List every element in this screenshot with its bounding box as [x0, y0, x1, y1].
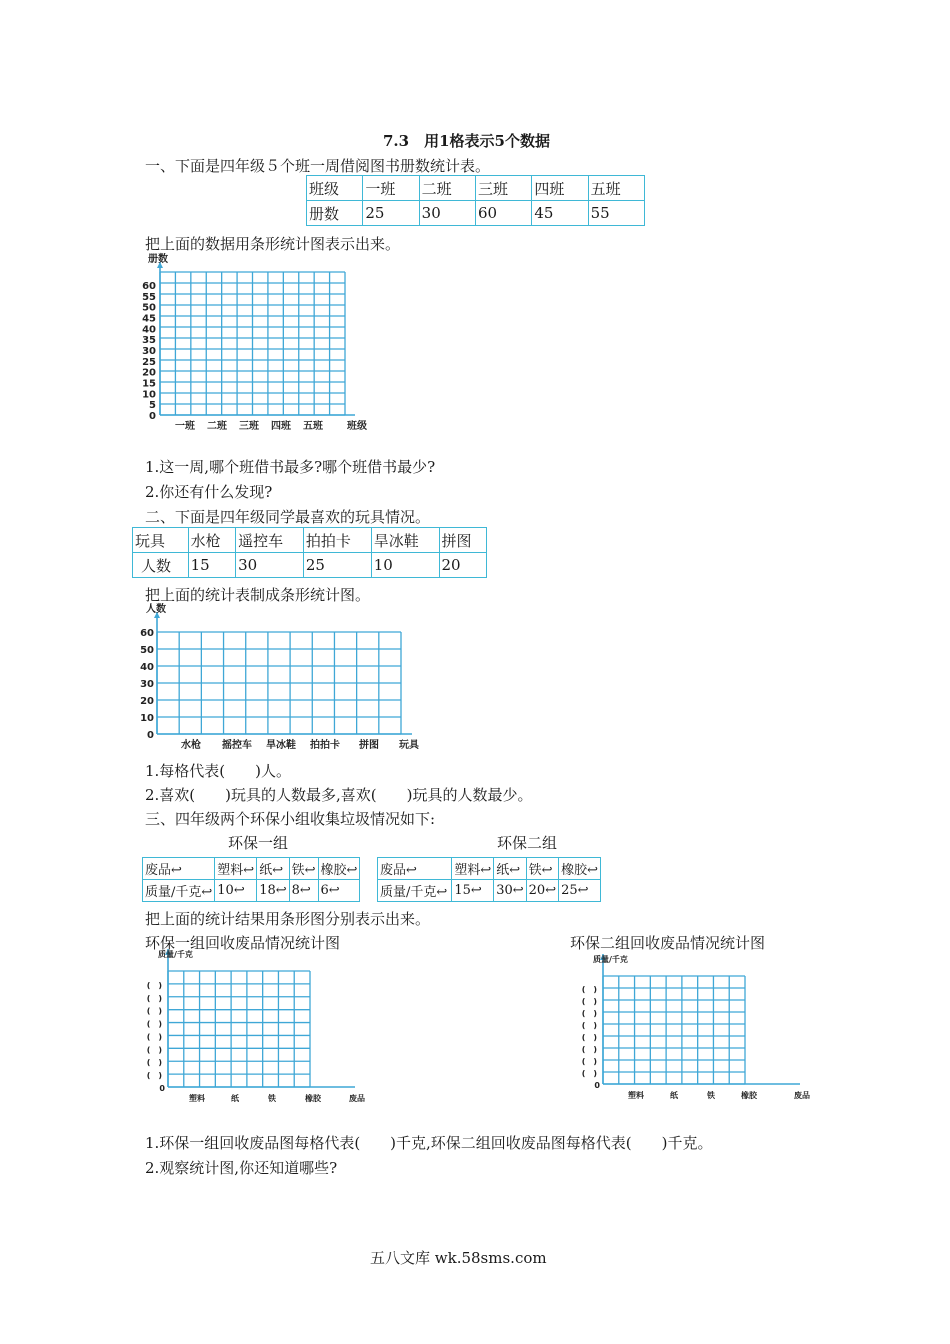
group2-table	[377, 857, 601, 902]
chart3-xtick-label: 塑料	[189, 1094, 205, 1103]
chart1-xlabel: 班级	[347, 421, 367, 432]
table-cell: 6↩	[318, 880, 360, 902]
chart4-yslot: ( )	[581, 1009, 597, 1018]
table-cell: 废品↩	[378, 858, 452, 880]
chart1-ytick-label: 5	[149, 400, 156, 412]
chart2-xtick-label: 摇控车	[222, 740, 252, 751]
chart3-xtick-label: 纸	[231, 1094, 239, 1103]
table-cell: 20	[439, 553, 486, 578]
table-row	[133, 528, 487, 553]
table-cell: 铁↩	[526, 858, 558, 880]
section1-question-2: 2.你还有什么发现?	[145, 483, 273, 501]
table-cell: 人数	[133, 553, 189, 578]
chart4-xtick-label: 塑料	[628, 1091, 644, 1100]
chart3-title: 环保一组回收废品情况统计图	[145, 934, 341, 952]
table-cell: 玩具	[133, 528, 189, 553]
table-cell: 拼图	[439, 528, 486, 553]
section1-heading: 一、下面是四年级５个班一周借阅图书册数统计表。	[145, 157, 491, 175]
table-cell: 塑料↩	[452, 858, 494, 880]
chart1-ytick-label: 15	[142, 378, 156, 390]
chart4-xtick-label: 铁	[707, 1091, 715, 1100]
chart1-ytick-label: 60	[142, 281, 156, 292]
chart4-title: 环保二组回收废品情况统计图	[570, 934, 766, 952]
table-cell: 25	[363, 201, 419, 226]
table-cell: 班级	[307, 176, 363, 201]
chart4-yslot: ( )	[581, 997, 597, 1006]
chart2-ytick-label: 0	[147, 730, 154, 741]
table-cell: 45	[532, 201, 588, 226]
table-cell: 25	[303, 553, 371, 578]
chart2-xtick-label: 旱冰鞋	[266, 740, 296, 751]
table-cell: 20↩	[526, 880, 558, 902]
table-cell: 水枪	[188, 528, 235, 553]
chart3-yslot: ( )	[146, 1006, 162, 1016]
table-cell: 10	[371, 553, 439, 578]
table-cell: 橡胶↩	[559, 858, 601, 880]
chart4-xtick-label: 纸	[670, 1091, 678, 1100]
chart2-ytick-label: 20	[140, 696, 154, 707]
chart4-xlabel: 废品	[794, 1091, 810, 1100]
table-cell: 册数	[307, 201, 363, 226]
table-row	[143, 858, 360, 880]
chart1-ytick-label: 40	[142, 324, 156, 336]
chart1-ytick-label: 45	[142, 313, 156, 325]
chart4-yslot: ( )	[581, 1021, 597, 1030]
table-row	[143, 880, 360, 902]
chart3-yslot: ( )	[146, 1058, 162, 1068]
section1-question-1: 1.这一周,哪个班借书最多?哪个班借书最少?	[145, 458, 436, 476]
group2-name: 环保二组	[497, 834, 558, 852]
chart2-ytick-label: 40	[140, 662, 154, 673]
table-cell: 纸↩	[257, 858, 289, 880]
table-cell: 废品↩	[143, 858, 215, 880]
chart2-ytick-label: 60	[140, 628, 154, 639]
chart4-ylabel: 质量/千克	[593, 955, 628, 964]
chart4-yslot: ( )	[581, 985, 597, 994]
table-cell: 一班	[363, 176, 419, 201]
chart3-xtick-label: 铁	[268, 1094, 276, 1103]
chart2-ytick-label: 10	[140, 713, 154, 724]
table-cell: 旱冰鞋	[371, 528, 439, 553]
chart3-yslot: ( )	[146, 1019, 162, 1029]
section3-question-1: 1.环保一组回收废品图每格代表( )千克,环保二组回收废品图每格代表( )千克。	[145, 1134, 713, 1152]
section2-question-2: 2.喜欢( )玩具的人数最多,喜欢( )玩具的人数最少。	[145, 786, 533, 804]
group1-name: 环保一组	[228, 834, 289, 852]
chart1-ytick-label: 10	[142, 389, 156, 401]
section1-instruction: 把上面的数据用条形统计图表示出来。	[145, 235, 401, 253]
chart1-xtick-label: 二班	[207, 421, 227, 432]
chart2-ytick-label: 30	[140, 679, 154, 690]
chart1-xtick-label: 三班	[239, 421, 259, 432]
section3-question-2: 2.观察统计图,你还知道哪些?	[145, 1159, 338, 1177]
chart3-xtick-label: 橡胶	[305, 1094, 321, 1103]
table-row	[378, 880, 601, 902]
table-cell: 10↩	[215, 880, 257, 902]
section3-instruction: 把上面的统计结果用条形图分别表示出来。	[145, 910, 431, 928]
table-cell: 8↩	[289, 880, 318, 902]
table-cell: 遥控车	[236, 528, 304, 553]
chart1-ytick-label: 20	[142, 367, 156, 379]
section2-heading: 二、下面是四年级同学最喜欢的玩具情况。	[145, 508, 431, 526]
table-cell: 30	[419, 201, 475, 226]
chart1-xtick-label: 一班	[175, 421, 195, 432]
chart4-yslot: ( )	[581, 1045, 597, 1054]
chart1-ylabel: 册数	[148, 254, 168, 265]
chart3-zero: 0	[159, 1084, 165, 1093]
table-cell: 三班	[475, 176, 531, 201]
table-cell: 橡胶↩	[318, 858, 360, 880]
chart3-yslot: ( )	[146, 1071, 162, 1081]
chart1-ytick-label: 35	[142, 335, 156, 347]
chart4-yslot: ( )	[581, 1033, 597, 1042]
table-cell: 25↩	[559, 880, 601, 902]
footer-text: 五八文库 wk.58sms.com	[370, 1249, 547, 1267]
table-cell: 纸↩	[494, 858, 526, 880]
chart1-xtick-label: 五班	[303, 421, 323, 432]
table-cell: 质量/千克↩	[143, 880, 215, 902]
table-row	[133, 553, 487, 578]
chart1-ytick-label: 55	[142, 291, 156, 303]
table-cell: 60	[475, 201, 531, 226]
table-cell: 二班	[419, 176, 475, 201]
chart3-xlabel: 废品	[349, 1094, 365, 1103]
chart1-ytick-label: 30	[142, 346, 156, 357]
section2-question-1: 1.每格代表( )人。	[145, 762, 292, 780]
chart2-xtick-label: 水枪	[181, 740, 201, 751]
chart2-xlabel: 玩具	[399, 740, 419, 751]
section2-instruction: 把上面的统计表制成条形统计图。	[145, 586, 371, 604]
table-cell: 55	[588, 201, 644, 226]
chart1-ytick-label: 25	[142, 356, 156, 368]
chart2-xtick-label: 拼图	[359, 740, 379, 751]
chart3-ylabel: 质量/千克	[158, 950, 193, 959]
chart2-xtick-label: 拍拍卡	[310, 740, 340, 751]
chart1-xtick-label: 四班	[271, 421, 291, 432]
chart4-yslot: ( )	[581, 1057, 597, 1066]
section2-table	[132, 527, 487, 578]
table-cell: 15	[188, 553, 235, 578]
table-row	[378, 858, 601, 880]
chart3-yslot: ( )	[146, 993, 162, 1003]
group1-table	[142, 857, 360, 902]
chart4-yslot: ( )	[581, 1069, 597, 1078]
table-cell: 15↩	[452, 880, 494, 902]
chart4-xtick-label: 橡胶	[741, 1091, 757, 1100]
table-cell: 铁↩	[289, 858, 318, 880]
table-cell: 30↩	[494, 880, 526, 902]
table-cell: 塑料↩	[215, 858, 257, 880]
chart3-yslot: ( )	[146, 1045, 162, 1055]
chart1-ytick-label: 0	[149, 411, 156, 422]
chart3-yslot: ( )	[146, 1032, 162, 1042]
chart1-ytick-label: 50	[142, 302, 156, 314]
chart3-yslot: ( )	[146, 980, 162, 990]
table-cell: 18↩	[257, 880, 289, 902]
table-cell: 四班	[532, 176, 588, 201]
page-title: 7.3 用1格表示5个数据	[383, 132, 550, 150]
chart2-ytick-label: 50	[140, 645, 154, 656]
table-cell: 质量/千克↩	[378, 880, 452, 902]
section3-heading: 三、四年级两个环保小组收集垃圾情况如下:	[145, 810, 436, 828]
table-cell: 五班	[588, 176, 644, 201]
table-cell: 拍拍卡	[303, 528, 371, 553]
chart2-ylabel: 人数	[146, 604, 166, 615]
chart4-zero: 0	[594, 1081, 600, 1090]
table-cell: 30	[236, 553, 304, 578]
